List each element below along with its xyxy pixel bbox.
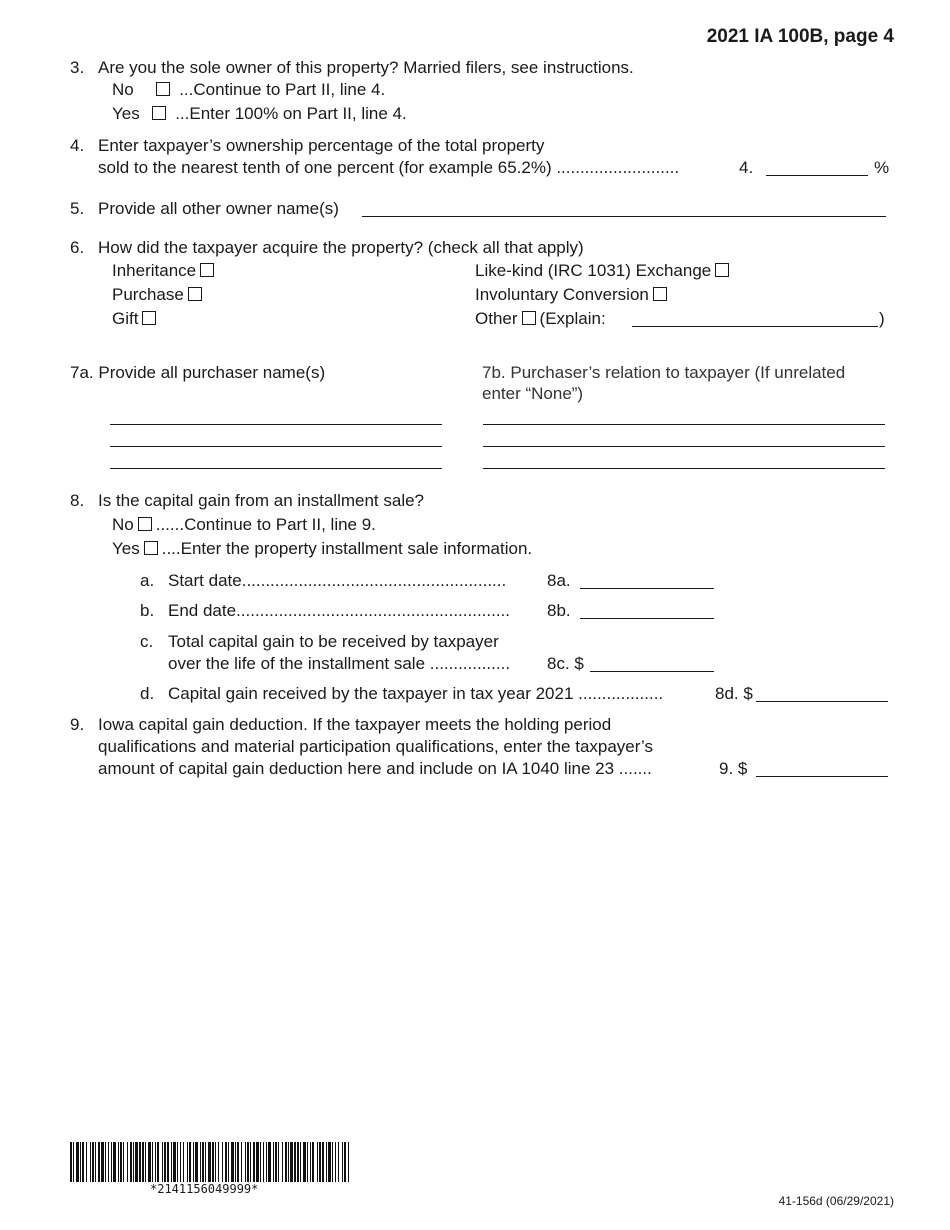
barcode-bar [332, 1142, 333, 1182]
barcode-image [70, 1142, 350, 1182]
q8-no-text: ......Continue to Part II, line 9. [155, 515, 376, 534]
q3-no-label: No [112, 80, 134, 99]
barcode-bar [118, 1142, 119, 1182]
barcode-bar [92, 1142, 94, 1182]
barcode-bar [290, 1142, 293, 1182]
barcode-bar [225, 1142, 227, 1182]
barcode-bar [202, 1142, 204, 1182]
q6-involuntary-label: Involuntary Conversion [475, 285, 649, 304]
q7a-text: 7a. Provide all purchaser name(s) [70, 363, 326, 382]
q8d-letter: d. [140, 684, 155, 703]
barcode-bar [300, 1142, 301, 1182]
barcode-bar [273, 1142, 274, 1182]
q8-yes-text: ....Enter the property installment sale information. [161, 539, 533, 558]
q6-other-checkbox[interactable] [522, 311, 536, 325]
barcode-bar [241, 1142, 242, 1182]
q5-number: 5. [70, 199, 85, 218]
q6-like-kind-checkbox[interactable] [715, 263, 729, 277]
q9-line2: qualifications and material participation qualifications, enter the taxpayer’s [98, 737, 654, 756]
q8a-label [168, 571, 506, 591]
barcode-bar [228, 1142, 229, 1182]
q3-no-text: ...Continue to Part II, line 4. [179, 80, 386, 99]
barcode-bar [164, 1142, 166, 1182]
q8c-line1: Total capital gain to be received by taxpayer [168, 632, 499, 651]
barcode-bar [82, 1142, 84, 1182]
barcode-bar [133, 1142, 134, 1182]
barcode-bar [288, 1142, 289, 1182]
barcode-bar [108, 1142, 109, 1182]
barcode-bar [142, 1142, 144, 1182]
q6-close-paren: ) [879, 309, 885, 328]
q8-text: Is the capital gain from an installment sale? [98, 491, 425, 510]
barcode-bar [157, 1142, 159, 1182]
q6-inheritance-checkbox[interactable] [200, 263, 214, 277]
q8b-text: End date [168, 601, 237, 620]
barcode-bar [70, 1142, 72, 1182]
barcode-bar [167, 1142, 169, 1182]
q8-yes-option [112, 539, 532, 559]
barcode-bar [307, 1142, 308, 1182]
q6-purchase-label: Purchase [112, 285, 184, 304]
barcode-bar [145, 1142, 146, 1182]
q7b-relation-input[interactable] [483, 424, 885, 425]
barcode-bar [275, 1142, 277, 1182]
q3-no-checkbox[interactable] [156, 82, 170, 96]
barcode-bar [101, 1142, 104, 1182]
barcode-bar [247, 1142, 249, 1182]
barcode-bar [250, 1142, 251, 1182]
barcode-bar [155, 1142, 156, 1182]
barcode-bar [135, 1142, 138, 1182]
q6-option-inheritance [112, 261, 218, 281]
q3-yes-text: ...Enter 100% on Part II, line 4. [175, 104, 407, 123]
q6-inheritance-label: Inheritance [112, 261, 197, 280]
barcode-bar [80, 1142, 81, 1182]
barcode-bar [127, 1142, 128, 1182]
q6-other-label: Other [475, 309, 518, 328]
barcode-bar [139, 1142, 141, 1182]
q9-line1: Iowa capital gain deduction. If the taxpayer meets the holding period [98, 715, 612, 734]
q8d-text: Capital gain received by the taxpayer in tax year 2021 .................. [168, 684, 664, 703]
q8-yes-checkbox[interactable] [144, 541, 158, 555]
barcode-bar [98, 1142, 100, 1182]
barcode-bar [303, 1142, 306, 1182]
q8a-letter: a. [140, 571, 155, 590]
q6-purchase-checkbox[interactable] [188, 287, 202, 301]
q4-line1: Enter taxpayer’s ownership percentage of the total property [98, 136, 545, 155]
barcode-bar [215, 1142, 216, 1182]
barcode-bar [180, 1142, 181, 1182]
q8-no-checkbox[interactable] [138, 517, 152, 531]
q7b-relation-input[interactable] [483, 468, 885, 469]
q6-explain-label: (Explain: [539, 309, 606, 328]
barcode-bar [212, 1142, 214, 1182]
barcode-bar [90, 1142, 91, 1182]
barcode-bar [208, 1142, 211, 1182]
form-id: 41-156d (06/29/2021) [778, 1194, 894, 1208]
barcode-bar [317, 1142, 318, 1182]
barcode-bar [130, 1142, 132, 1182]
barcode-bar [152, 1142, 153, 1182]
barcode-bar [319, 1142, 321, 1182]
barcode-bar [218, 1142, 219, 1182]
barcode-bar [95, 1142, 96, 1182]
q8a-dots: ........................................................ [241, 571, 507, 590]
barcode-bar [326, 1142, 327, 1182]
q3-yes-option [112, 104, 407, 124]
q8d-ref: 8d. $ [715, 684, 753, 703]
barcode-bar [187, 1142, 188, 1182]
q4-line-ref: 4. [739, 158, 754, 177]
barcode-bar [120, 1142, 122, 1182]
q4-percent-sign: % [874, 158, 890, 177]
barcode-bar [235, 1142, 236, 1182]
barcode-bar [342, 1142, 343, 1182]
q6-text: How did the taxpayer acquire the property? (check all that apply) [98, 238, 584, 257]
barcode-bar [173, 1142, 176, 1182]
q3-text: Are you the sole owner of this property? Married filers, see instructions. [98, 58, 634, 77]
barcode-bar [111, 1142, 112, 1182]
q8b-letter: b. [140, 601, 155, 620]
q5-text: Provide all other owner name(s) [98, 199, 339, 218]
q8-no-label: No [112, 515, 134, 534]
q6-option-other [475, 309, 606, 329]
q8b-ref: 8b. [547, 601, 571, 620]
q9-number: 9. [70, 715, 85, 734]
barcode-bar [177, 1142, 178, 1182]
q3-number: 3. [70, 58, 85, 77]
q8b-label [168, 601, 510, 621]
q8b-dots: .......................................................... [236, 601, 511, 620]
barcode-bar [297, 1142, 299, 1182]
q8c-letter: c. [140, 632, 154, 651]
q5-owner-names-input[interactable] [362, 216, 886, 217]
barcode-bar [162, 1142, 163, 1182]
barcode-bar [231, 1142, 234, 1182]
barcode-bar [282, 1142, 283, 1182]
barcode-bar [171, 1142, 172, 1182]
barcode-bar [189, 1142, 191, 1182]
q9-deduction-input[interactable] [756, 776, 888, 777]
barcode-text: *2141156049999* [150, 1182, 259, 1196]
barcode-bar [294, 1142, 296, 1182]
barcode-bar [148, 1142, 151, 1182]
barcode-bar [285, 1142, 287, 1182]
barcode-bar [123, 1142, 124, 1182]
q7a-purchaser-name-input[interactable] [110, 446, 442, 447]
barcode-bar [263, 1142, 264, 1182]
q3-no-option [112, 80, 385, 100]
q9-line3: amount of capital gain deduction here and include on IA 1040 line 23 ....... [98, 759, 652, 778]
barcode-bar [312, 1142, 314, 1182]
q8-yes-label: Yes [112, 539, 140, 558]
q6-gift-checkbox[interactable] [142, 311, 156, 325]
barcode-bar [205, 1142, 206, 1182]
barcode-bar [237, 1142, 239, 1182]
q8c-total-gain-input[interactable] [590, 671, 714, 672]
barcode-bar [278, 1142, 279, 1182]
q6-involuntary-checkbox[interactable] [653, 287, 667, 301]
q4-number: 4. [70, 136, 85, 155]
q8a-text: Start date [168, 571, 242, 590]
barcode-bar [105, 1142, 106, 1182]
q6-gift-label: Gift [112, 309, 139, 328]
q4-percentage-input[interactable] [766, 175, 868, 176]
q7a-purchaser-name-input[interactable] [110, 468, 442, 469]
barcode-bar [183, 1142, 184, 1182]
q8c-ref: 8c. $ [547, 654, 584, 673]
q6-explain-input[interactable] [632, 326, 878, 327]
q6-number: 6. [70, 238, 85, 257]
q3-yes-label: Yes [112, 104, 140, 123]
q3-yes-checkbox[interactable] [152, 106, 166, 120]
page-header-title: 2021 IA 100B, page 4 [706, 26, 894, 47]
q6-option-involuntary [475, 285, 671, 305]
barcode-bar [256, 1142, 259, 1182]
q8b-end-date-input[interactable] [580, 618, 714, 619]
q6-option-purchase [112, 285, 206, 305]
q7b-relation-input[interactable] [483, 446, 885, 447]
barcode-bar [260, 1142, 261, 1182]
barcode-bar [86, 1142, 87, 1182]
q7a-purchaser-name-input[interactable] [110, 424, 442, 425]
barcode-bar [338, 1142, 339, 1182]
barcode-bar [335, 1142, 336, 1182]
q7b-line2: enter “None”) [482, 384, 584, 403]
barcode-bar [344, 1142, 346, 1182]
barcode-bar [222, 1142, 223, 1182]
barcode-bar [322, 1142, 324, 1182]
barcode-bar [76, 1142, 79, 1182]
q4-line2: sold to the nearest tenth of one percent (for example 65.2%) .......................... [98, 158, 680, 177]
barcode-bar [245, 1142, 246, 1182]
q6-option-gift [112, 309, 160, 329]
barcode-bar [253, 1142, 255, 1182]
q6-like-kind-label: Like-kind (IRC 1031) Exchange [475, 261, 712, 280]
q8c-line2: over the life of the installment sale ................. [168, 654, 511, 673]
barcode-bar [348, 1142, 349, 1182]
q7b-line1: 7b. Purchaser’s relation to taxpayer (If unrelated [482, 363, 846, 382]
barcode-bar [266, 1142, 267, 1182]
q6-option-like-kind [475, 261, 733, 281]
barcode-bar [268, 1142, 271, 1182]
barcode-bar [310, 1142, 311, 1182]
barcode-bar [328, 1142, 331, 1182]
barcode-bar [113, 1142, 116, 1182]
barcode-bar [200, 1142, 201, 1182]
q9-ref: 9. $ [719, 759, 748, 778]
q8-no-option [112, 515, 376, 535]
q8a-start-date-input[interactable] [580, 588, 714, 589]
barcode-bar [73, 1142, 74, 1182]
q8-number: 8. [70, 491, 85, 510]
barcode-bar [195, 1142, 198, 1182]
barcode-bar [193, 1142, 194, 1182]
q8a-ref: 8a. [547, 571, 571, 590]
q8d-gain-received-input[interactable] [756, 701, 888, 702]
